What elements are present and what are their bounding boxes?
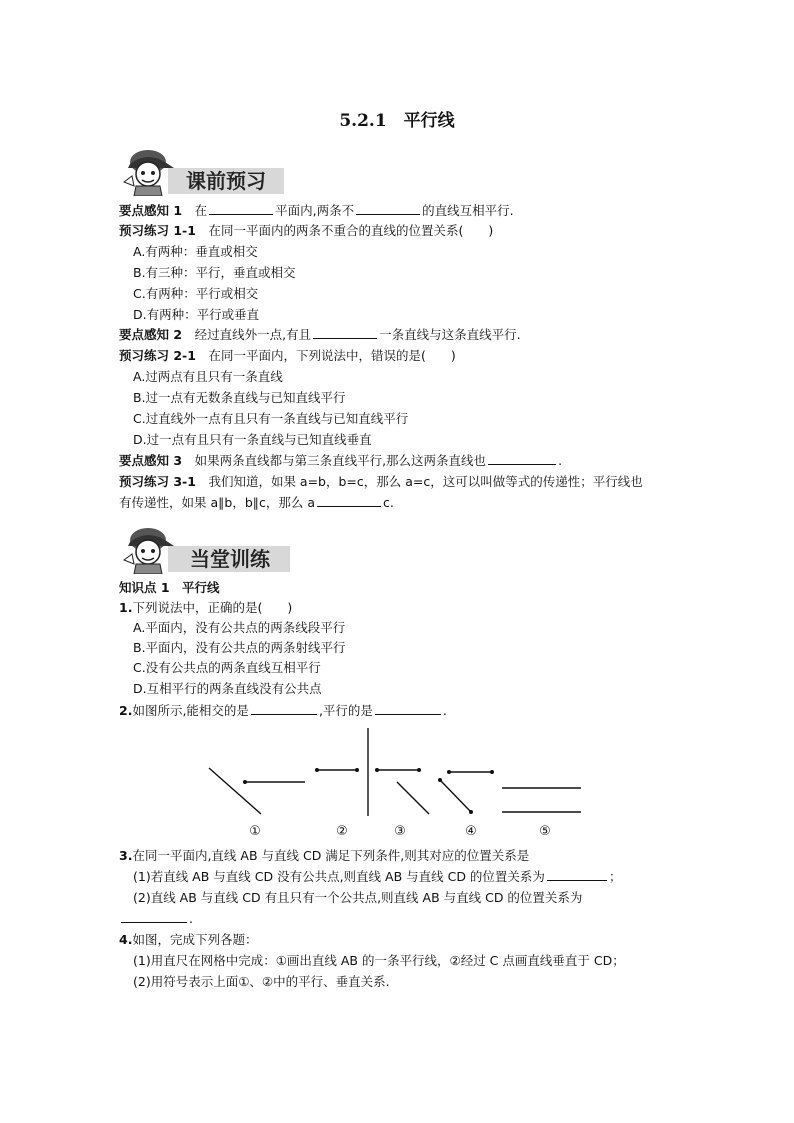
answer-blank[interactable] <box>121 910 187 923</box>
sub-question: ； <box>608 869 622 884</box>
option-c: C.有两种：平行或相交 <box>133 286 259 301</box>
exercise-question: 在同一平面内的两条不重合的直线的位置关系( ) <box>208 223 494 238</box>
key-point-text: 的直线互相平行. <box>422 203 514 218</box>
question-number: 1. <box>119 600 133 615</box>
option-d: D.有两种：平行或垂直 <box>133 307 260 322</box>
exercise-tag: 预习练习 3-1 <box>119 474 196 489</box>
question-text: 如图所示,能相交的是 <box>132 703 249 718</box>
figure4-segment <box>440 780 471 812</box>
question-text: 在同一平面内,直线 AB 与直线 CD 满足下列条件,则其对应的位置关系是 <box>132 848 530 863</box>
option-a: A.有两种：垂直或相交 <box>133 244 258 259</box>
banner-title: 课前预习 <box>186 169 266 193</box>
option-a: A.过两点有且只有一条直线 <box>133 369 283 384</box>
figure-label: ① <box>249 824 261 839</box>
answer-blank[interactable] <box>356 202 420 215</box>
key-point-text: 如果两条直线都与第三条直线平行,那么这两条直线也 <box>194 453 487 468</box>
key-point-text: 一条直线与这条直线平行. <box>379 327 521 342</box>
lines-figure <box>195 722 595 840</box>
sub-question: . <box>189 911 193 926</box>
option-c: C.过直线外一点有且只有一条直线与已知直线平行 <box>133 411 409 426</box>
figure-label: ② <box>336 824 348 839</box>
figure1-line <box>209 768 261 814</box>
option-d: D.互相平行的两条直线没有公共点 <box>133 681 322 696</box>
question-text: ,平行的是 <box>318 703 373 718</box>
key-point-text: 经过直线外一点,有且 <box>194 327 312 342</box>
question-number: 4. <box>119 932 133 947</box>
answer-blank[interactable] <box>209 202 273 215</box>
key-point-tag: 要点感知 1 <box>119 203 183 218</box>
sub-question: (2)用符号表示上面①、②中的平行、垂直关系. <box>133 974 390 989</box>
exercise-question: 在同一平面内，下列说法中，错误的是( ) <box>208 348 456 363</box>
option-b: B.过一点有无数条直线与已知直线平行 <box>133 390 346 405</box>
key-point-text: 平面内,两条不 <box>275 203 355 218</box>
key-point-tag: 要点感知 2 <box>119 327 183 342</box>
banner-title: 当堂训练 <box>190 547 270 571</box>
key-point-text: . <box>558 453 563 468</box>
sub-question: (2)直线 AB 与直线 CD 有且只有一个公共点,则直线 AB 与直线 CD 的位置关系为 <box>133 890 583 905</box>
answer-blank[interactable] <box>313 326 377 339</box>
exercise-question: 我们知道，如果 a=b，b=c，那么 a=c，这可以叫做等式的传递性；平行线也 <box>208 474 643 489</box>
option-c: C.没有公共点的两条直线互相平行 <box>133 660 321 675</box>
option-a: A.平面内，没有公共点的两条线段平行 <box>133 620 346 635</box>
sub-question: (1)用直尺在网格中完成：①画出直线 AB 的一条平行线，②经过 C 点画直线垂直于 CD； <box>133 953 625 968</box>
key-point-tag: 要点感知 3 <box>119 453 183 468</box>
question-text: . <box>442 703 447 718</box>
key-point-text: 在 <box>194 203 208 218</box>
option-b: B.平面内，没有公共点的两条射线平行 <box>133 640 346 655</box>
exercise-tag: 预习练习 2-1 <box>119 348 196 363</box>
question-number: 3. <box>119 848 133 863</box>
question-text: 下列说法中，正确的是( ) <box>132 600 293 615</box>
answer-blank[interactable] <box>547 868 607 881</box>
exercise-tag: 预习练习 1-1 <box>119 223 196 238</box>
cartoon-boy-icon <box>124 528 174 574</box>
figure-label: ⑤ <box>539 824 551 839</box>
knowledge-point-heading: 知识点 1 平行线 <box>119 580 220 595</box>
cartoon-boy-icon <box>124 150 174 196</box>
figure-label: ③ <box>394 824 406 839</box>
practice-banner <box>118 520 294 574</box>
option-b: B.有三种：平行，垂直或相交 <box>133 265 296 280</box>
option-d: D.过一点有且只有一条直线与已知直线垂直 <box>133 432 372 447</box>
preview-banner <box>118 142 288 196</box>
figure-label: ④ <box>465 824 477 839</box>
page-title: 5.2.1 平行线 <box>339 111 455 131</box>
question-text: 如图，完成下列各题： <box>132 932 258 947</box>
answer-blank[interactable] <box>488 452 556 465</box>
question-number: 2. <box>119 703 133 718</box>
answer-blank[interactable] <box>251 702 317 715</box>
sub-question: (1)若直线 AB 与直线 CD 没有公共点,则直线 AB 与直线 CD 的位置关系为 <box>133 869 545 884</box>
exercise-question: c. <box>383 495 394 510</box>
answer-blank[interactable] <box>317 494 381 507</box>
figure3-ray <box>397 782 429 814</box>
exercise-question: 有传递性，如果 a∥b，b∥c，那么 a <box>119 495 316 510</box>
answer-blank[interactable] <box>375 702 441 715</box>
